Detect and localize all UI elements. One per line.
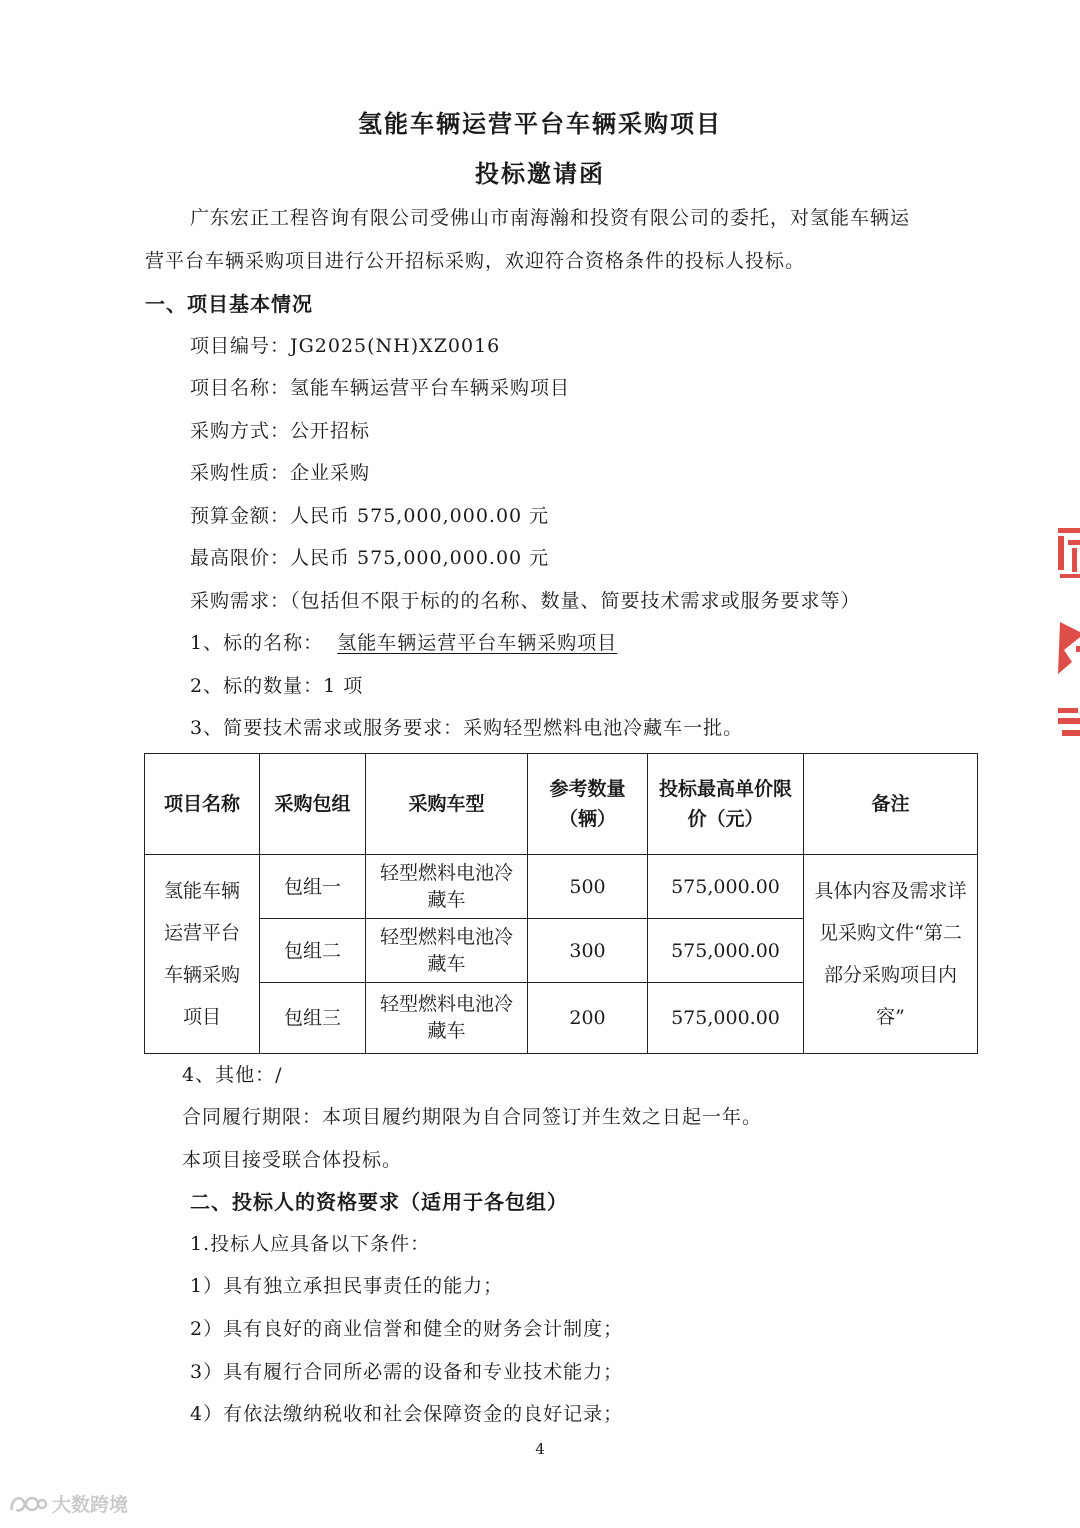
cell-vehicle-model: 轻型燃料电池冷藏车: [366, 855, 528, 919]
requirements-intro: 1.投标人应具备以下条件：: [190, 1233, 431, 1255]
procurement-nature: 采购性质：企业采购: [190, 462, 371, 484]
header-reference-quantity: 参考数量（辆）: [528, 754, 648, 855]
cell-remarks: 具体内容及需求详见采购文件“第二部分采购项目内容”: [804, 855, 978, 1054]
section-2-heading: 二、投标人的资格要求（适用于各包组）: [190, 1190, 568, 1214]
cell-price: 575,000.00: [648, 919, 804, 983]
document-subtitle: 投标邀请函: [475, 160, 605, 188]
item-name-line: [190, 628, 617, 655]
table-header-row: [145, 754, 978, 855]
cell-group: 包组三: [260, 983, 366, 1054]
item-name-value: 氢能车辆运营平台车辆采购项目: [337, 632, 618, 654]
consortium-note: 本项目接受联合体投标。: [182, 1149, 403, 1171]
cell-vehicle-model: 轻型燃料电池冷藏车: [366, 919, 528, 983]
header-max-unit-price: 投标最高单价限价（元）: [648, 754, 804, 855]
cell-quantity: 500: [528, 855, 648, 919]
intro-paragraph-line-2: 营平台车辆采购项目进行公开招标采购，欢迎符合资格条件的投标人投标。: [145, 250, 806, 272]
section-1-heading: 一、项目基本情况: [145, 292, 313, 316]
cell-quantity: 200: [528, 983, 648, 1054]
cell-quantity: 300: [528, 919, 648, 983]
procurement-method: 采购方式：公开招标: [190, 420, 371, 442]
cell-project-name: 氢能车辆运营平台车辆采购项目: [145, 855, 260, 1054]
contract-period: 合同履行期限：本项目履约期限为自合同签订并生效之日起一年。: [182, 1106, 763, 1128]
max-price: 最高限价：人民币 575,000,000.00 元: [190, 547, 550, 569]
intro-paragraph-line-1: 广东宏正工程咨询有限公司受佛山市南海瀚和投资有限公司的委托，对氢能车辆运: [190, 207, 911, 229]
header-project-name: 项目名称: [145, 754, 260, 855]
cell-vehicle-model: 轻型燃料电池冷藏车: [366, 983, 528, 1054]
platform-watermark: [8, 1490, 128, 1517]
watermark-logo-icon: [8, 1492, 48, 1516]
item-quantity: 2、标的数量：1 项: [190, 675, 364, 697]
budget-amount: 预算金额：人民币 575,000,000.00 元: [190, 505, 550, 527]
item-name-label: 1、标的名称：: [190, 632, 324, 654]
document-title: 氢能车辆运营平台车辆采购项目: [358, 110, 722, 138]
header-vehicle-model: 采购车型: [366, 754, 528, 855]
page-number: 4: [535, 1440, 545, 1458]
requirement-1: 1）具有独立承担民事责任的能力；: [190, 1275, 504, 1297]
project-name: 项目名称：氢能车辆运营平台车辆采购项目: [190, 377, 571, 399]
item-requirements: 3、简要技术需求或服务要求：采购轻型燃料电池冷藏车一批。: [190, 717, 744, 739]
cell-group: 包组一: [260, 855, 366, 919]
requirement-4: 4）有依法缴纳税收和社会保障资金的良好记录；: [190, 1403, 624, 1425]
requirement-2: 2）具有良好的商业信誉和健全的财务会计制度；: [190, 1318, 624, 1340]
requirement-3: 3）具有履行合同所必需的设备和专业技术能力；: [190, 1361, 624, 1383]
cell-price: 575,000.00: [648, 855, 804, 919]
cell-price: 575,000.00: [648, 983, 804, 1054]
project-number: 项目编号：JG2025(NH)XZ0016: [190, 335, 501, 357]
cell-group: 包组二: [260, 919, 366, 983]
header-group: 采购包组: [260, 754, 366, 855]
other-item: 4、其他：/: [182, 1064, 283, 1086]
header-remarks: 备注: [804, 754, 978, 855]
watermark-text: 大数跨境: [52, 1494, 129, 1516]
red-seal-stamp: [1050, 522, 1080, 748]
table-row: [145, 855, 978, 919]
procurement-table: [144, 753, 978, 1054]
procurement-demand: 采购需求：（包括但不限于标的的名称、数量、简要技术需求或服务要求等）: [190, 590, 861, 612]
